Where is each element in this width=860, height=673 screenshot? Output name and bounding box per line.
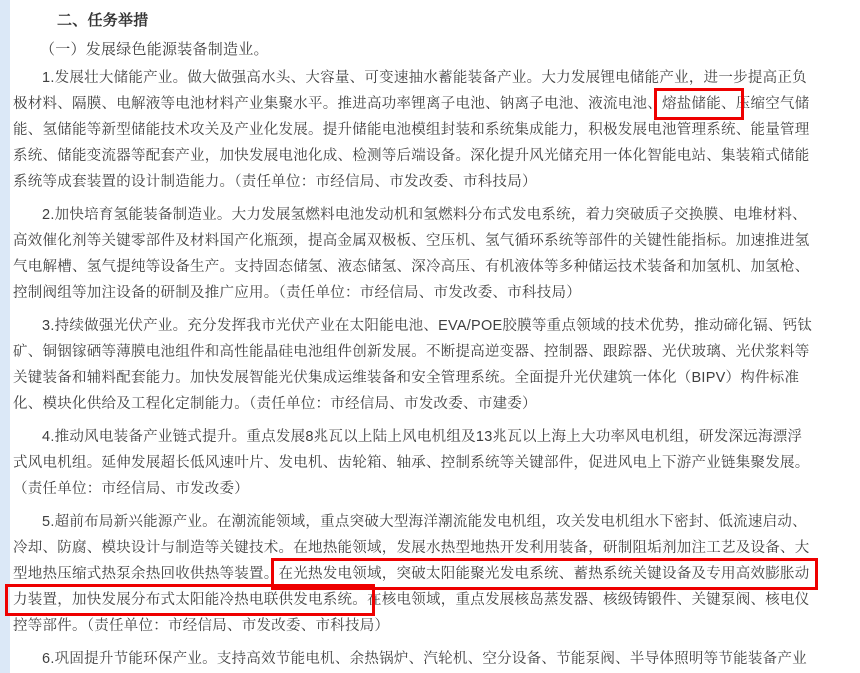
text-line (13, 535, 852, 561)
text-line (13, 646, 852, 672)
subsection-title: （一）发展绿色能源装备制造业。 (40, 41, 269, 58)
highlight-box: 在光热发电领域，突破太阳能聚光发电系统、蓄热系统关键设备及专用高效膨胀动 (278, 566, 810, 582)
text-segment: 系统、储能变流器等配套产业，加快发展电池化成、检测等后端设备。深化提升风光储充用一体化智能电站、集装箱式储能 (13, 148, 810, 164)
section-title: 二、任务举措 (57, 12, 149, 29)
paragraph (13, 646, 852, 672)
text-segment: 式风电机组。延伸发展超长低风速叶片、发电机、齿轮箱、轴承、控制系统等关键部件，促进风电上下游产业链集聚发展。 (13, 455, 810, 471)
text-line (13, 509, 852, 535)
text-line (13, 391, 852, 417)
highlight-box: 熔盐储能、 (662, 96, 736, 112)
text-segment: 压缩空气储 (735, 96, 810, 112)
text-line (13, 450, 852, 476)
text-line (13, 143, 852, 169)
paragraph (13, 65, 852, 195)
text-segment: 能、氢储能等新型储能技术攻关及产业化发展。提升储能电池模组封装和系统集成能力，积极发展电池管理系统、能量管理 (13, 122, 810, 138)
paragraphs (13, 65, 852, 672)
text-line (13, 228, 852, 254)
text-line (13, 280, 852, 306)
text-segment: 关键装备和辅料配套能力。加快发展智能光伏集成运维装备和安全管理系统。全面提升光伏建筑一体化（BIPV）构件标准 (13, 370, 800, 386)
paragraph (13, 424, 852, 502)
text-line (13, 65, 852, 91)
article-content (13, 8, 852, 672)
text-segment: 2.加快培育氢能装备制造业。大力发展氢燃料电池发动机和氢燃料分布式发电系统，着力突破质子交换膜、电堆材料、 (42, 207, 807, 223)
text-segment: 1.发展壮大储能产业。做大做强高水头、大容量、可变速抽水蓄能装备产业。大力发展锂电储能产业，进一步提高正负 (42, 70, 807, 86)
text-line (13, 613, 852, 639)
text-segment: 在核电领域，重点发展核岛蒸发器、核级铸锻件、关键泵阀、核电仪 (367, 592, 810, 608)
text-segment: 系统等成套装置的设计制造能力。（责任单位：市经信局、市发改委、市科技局） (13, 174, 537, 190)
text-line (13, 339, 852, 365)
paragraph (13, 509, 852, 639)
text-segment: 控等部件。（责任单位：市经信局、市发改委、市科技局） (13, 618, 390, 634)
text-segment: （责任单位：市经信局、市发改委） (13, 481, 249, 497)
text-line (13, 476, 852, 502)
text-segment: 极材料、隔膜、电解液等电池材料产业集聚水平。推进高功率锂离子电池、钠离子电池、液流电池、 (13, 96, 662, 112)
text-segment: 化、模块化供给及工程化定制能力。（责任单位：市经信局、市发改委、市建委） (13, 396, 537, 412)
highlight-box: 力装置，加快发展分布式太阳能冷热电联供发电系统。 (13, 592, 367, 608)
text-line (13, 117, 852, 143)
text-segment: 4.推动风电装备产业链式提升。重点发展8兆瓦以上陆上风电机组及13兆瓦以上海上大功率风电机组，研发深远海漂浮 (42, 429, 803, 445)
text-line (13, 313, 852, 339)
page-left-margin-strip (0, 0, 10, 673)
text-segment: 6.巩固提升节能环保产业。支持高效节能电机、余热锅炉、汽轮机、空分设备、节能泵阀、半导体照明等节能装备产业 (42, 651, 807, 667)
paragraph (13, 313, 852, 417)
text-line (13, 365, 852, 391)
text-line (13, 169, 852, 195)
text-line (13, 587, 852, 613)
text-segment: 控制阀组等加注设备的研制及推广应用。（责任单位：市经信局、市发改委、市科技局） (13, 285, 581, 301)
text-segment: 3.持续做强光伏产业。充分发挥我市光伏产业在太阳能电池、EVA/POE胶膜等重点领域的技术优势，推动碲化镉、钙钛 (42, 318, 813, 334)
paragraph (13, 202, 852, 306)
text-line (13, 254, 852, 280)
text-line (13, 561, 852, 587)
text-segment: 矿、铜铟镓硒等薄膜电池组件和高性能晶硅电池组件创新发展。不断提高逆变器、控制器、跟踪器、光伏玻璃、光伏浆料等 (13, 344, 810, 360)
text-segment: 气电解槽、氢气提纯等设备生产。支持固态储氢、液态储氢、深冷高压、有机液体等多种储运技术装备和加氢机、加氢枪、 (13, 259, 810, 275)
text-segment: 型地热压缩式热泵余热回收供热等装置。 (13, 566, 279, 582)
text-line (13, 91, 852, 117)
text-segment: 高效催化剂等关键零部件及材料国产化瓶颈，提高金属双极板、空压机、氢气循环系统等部件的关键性能指标。加速推进氢 (13, 233, 810, 249)
text-line (13, 424, 852, 450)
text-segment: 冷却、防腐、模块设计与制造等关键技术。在地热能领域，发展水热型地热开发利用装备，研制阻垢剂加注工艺及设备、大 (13, 540, 810, 556)
text-line (13, 202, 852, 228)
text-segment: 5.超前布局新兴能源产业。在潮流能领域，重点突破大型海洋潮流能发电机组，攻关发电机组水下密封、低流速启动、 (42, 514, 807, 530)
